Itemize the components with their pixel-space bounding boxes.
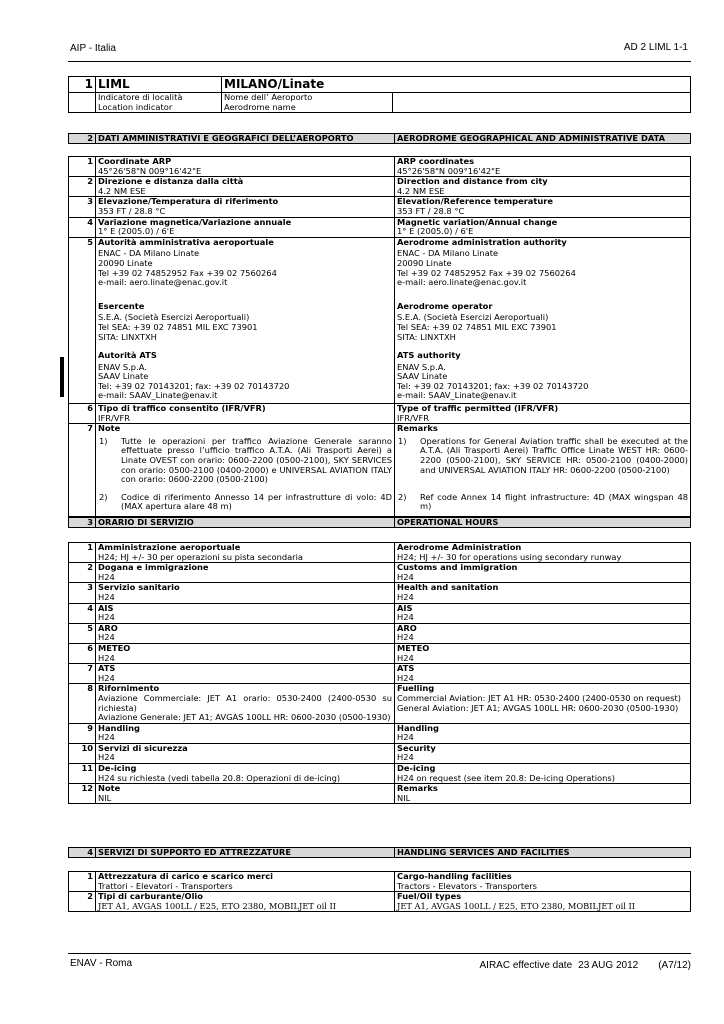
text-section2-authority-enac-3: e-mail: aero.linate@enac.gov.it bbox=[98, 277, 228, 288]
text-section3-rows-5-it_head: METEO bbox=[98, 643, 131, 653]
text-section4-rows-1-it_val: JET A1, AVGAS 100LL / E25, ETO 2380, MOBILJET oil II bbox=[98, 900, 337, 911]
section-4-title-en: HANDLING SERVICES AND FACILITIES bbox=[395, 848, 691, 858]
header-page-ref: AD 2 LIML 1-1 bbox=[623, 42, 688, 53]
text-footer-date: 23 AUG 2012 bbox=[578, 960, 639, 971]
section-2-title-it: DATI AMMINISTRATIVI E GEOGRAFICI DELL’AEROPORTO bbox=[96, 134, 395, 144]
revision-bar bbox=[60, 357, 64, 397]
text-section2-rows-1-it_head: Direzione e distanza dalla città bbox=[98, 176, 244, 187]
text-section2-rows-0-en_head: ARP coordinates bbox=[397, 156, 475, 166]
text-section2-authority-num: 5 bbox=[69, 237, 96, 403]
text-section3-rows2-1-en_head: Security bbox=[397, 743, 436, 753]
location-indicator-label bbox=[96, 93, 222, 113]
text-section2-authority-ats-2: Tel: +39 02 70143201; fax: +39 02 70143720 bbox=[98, 380, 290, 391]
location-indicator: LIML bbox=[96, 77, 222, 93]
text-section3-rows-6-it_val: H24 bbox=[98, 672, 115, 683]
footer-rule bbox=[68, 953, 691, 954]
text-section2-remarks-en_head: Remarks bbox=[397, 423, 438, 434]
text-section3-rows2-0-en_head: Handling bbox=[397, 723, 439, 733]
text-footer-airac_label: AIRAC effective date bbox=[479, 960, 573, 971]
text-section3-rows-6-num: 7 bbox=[69, 664, 96, 684]
text-section2-remarks-en_items-0-text: Operations for General Aviation traffic shall be executed at the A.T.A. (Ali Trasporti Aerei) Traffic Office Linate WEST HR: 0600-2200 (0500-2100), SKY SERVICE HR: 0500-2100 (0400-2000) and UNIVERSAL AVIATION ITALY HR: 0600-2200 (0500-2100) bbox=[420, 435, 688, 475]
header-rule bbox=[68, 61, 691, 62]
text-title-ind_en: Location indicator bbox=[98, 101, 173, 112]
section-3-title-en: OPERATIONAL HOURS bbox=[395, 518, 691, 528]
text-section3-rows-4-it_head: ARO bbox=[98, 623, 118, 633]
text-title-name_it: Nome dell’ Aeroporto bbox=[224, 92, 313, 102]
text-title-ind_it: Indicatore di località bbox=[98, 92, 183, 102]
text-section3-rows-2-en_val: H24 bbox=[397, 591, 414, 602]
text-section3-fuel-en_1: Commercial Aviation: JET A1 HR: 0530-2400 (2400-0530 on request) bbox=[397, 692, 681, 703]
text-section3-rows-4-en_head: ARO bbox=[397, 623, 417, 633]
text-section2-remarks-en_items-1-text: Ref code Annex 14 flight infrastructure: 4D (MAX wingspan 48 m) bbox=[420, 491, 688, 512]
text-section3-rows2-0-it_val: H24 bbox=[98, 732, 115, 743]
text-section2-authority-ats_en: ATS authority bbox=[397, 350, 461, 361]
text-section2-authority-enac-0: ENAC - DA Milano Linate bbox=[98, 248, 200, 259]
aerodrome-name-label bbox=[222, 93, 393, 113]
text-section2-rows-3-value: 1° E (2005.0) / 6'E bbox=[397, 226, 474, 237]
header-aip-title: AIP - Italia bbox=[70, 43, 116, 54]
text-section2-rows-2-value: 353 FT / 28.8 °C bbox=[98, 205, 166, 216]
section-number: 1 bbox=[69, 77, 96, 93]
text-section3-rows-2-en_head: Health and sanitation bbox=[397, 582, 499, 593]
text-section3-rows2-2-num: 11 bbox=[69, 764, 96, 784]
text-section3-rows-6-it_head: ATS bbox=[98, 663, 116, 674]
text-section3-rows2-3-num: 12 bbox=[69, 784, 96, 804]
text-section2-authority-ats-1: SAAV Linate bbox=[98, 371, 149, 382]
text-section3-number: 3 bbox=[69, 518, 96, 528]
text-section3-rows-0-it_head: Amministrazione aeroportuale bbox=[98, 542, 241, 552]
text-section2-rows-0-value: 45°26'58"N 009°16'42"E bbox=[98, 165, 202, 176]
text-section4-rows-0-num: 1 bbox=[69, 872, 96, 892]
footer-airac bbox=[474, 960, 692, 971]
text-section3-rows-4-en_val: H24 bbox=[397, 632, 414, 643]
text-footer-amendment: (A7/12) bbox=[658, 960, 691, 971]
text-section2-authority-sea_3: SITA: LINXTXH bbox=[397, 331, 456, 342]
text-section2-traffic-it_head: Tipo di traffico consentito (IFR/VFR) bbox=[98, 403, 266, 414]
location-table bbox=[68, 76, 691, 113]
text-section3-rows2-0-it_head: Handling bbox=[98, 723, 140, 733]
text-section2-rows-2-value: 353 FT / 28.8 °C bbox=[397, 205, 465, 216]
text-section4-rows-1-en_head: Fuel/Oil types bbox=[397, 891, 462, 902]
text-section2-rows-3-value: 1° E (2005.0) / 6'E bbox=[98, 226, 175, 237]
text-section3-rows-3-it_val: H24 bbox=[98, 612, 115, 623]
text-section2-remarks-it_items-0-n: 1) bbox=[99, 435, 108, 446]
text-section2-rows-1-en_head: Direction and distance from city bbox=[397, 176, 548, 187]
text-section2-authority-sea_it_1: S.E.A. (Società Esercizi Aeroportuali) bbox=[98, 312, 250, 323]
text-section2-rows-0-value: 45°26'58"N 009°16'42"E bbox=[397, 165, 501, 176]
text-section2-remarks-it_items-1-n: 2) bbox=[99, 491, 108, 502]
text-section2-remarks-it_items-1-text: Codice di riferimento Annesso 14 per infrastrutture di volo: 4D (MAX apertura alare 48 m) bbox=[121, 491, 392, 512]
text-section3-rows-1-en_val: H24 bbox=[397, 571, 414, 582]
section-4-header bbox=[68, 847, 691, 858]
text-section3-rows-5-en_val: H24 bbox=[397, 652, 414, 663]
text-section3-rows2-2-en_val: H24 on request (see item 20.8: De-icing Operations) bbox=[397, 772, 615, 783]
text-section2-rows-3-num: 4 bbox=[69, 217, 96, 237]
text-section2-rows-1-value: 4.2 NM ESE bbox=[397, 185, 445, 196]
section-4-table bbox=[68, 871, 691, 912]
text-section2-authority-enac-2: Tel +39 02 74852952 Fax +39 02 7560264 bbox=[98, 267, 277, 278]
text-section2-authority-enac-3: e-mail: aero.linate@enac.gov.it bbox=[397, 277, 527, 288]
text-section3-rows-6-en_val: H24 bbox=[397, 672, 414, 683]
text-section2-authority-sea_2: Tel SEA: +39 02 74851 MIL EXC 73901 bbox=[397, 321, 557, 332]
remarks-row bbox=[69, 424, 691, 517]
text-section3-rows2-3-en_head: Remarks bbox=[397, 783, 438, 794]
text-section2-remarks-en_items-1-n: 2) bbox=[398, 491, 407, 502]
text-section4-rows-0-en_head: Cargo-handling facilities bbox=[397, 871, 512, 881]
text-section3-rows-4-it_val: H24 bbox=[98, 632, 115, 643]
text-section4-rows-0-it_head: Attrezzatura di carico e scarico merci bbox=[98, 871, 273, 881]
text-section4-rows-0-en_val: Tractors - Elevators - Transporters bbox=[397, 880, 537, 891]
text-section3-rows-1-num: 2 bbox=[69, 563, 96, 583]
text-section2-rows-0-it_head: Coordinate ARP bbox=[98, 156, 172, 166]
text-section4-number: 4 bbox=[69, 848, 96, 858]
text-section3-rows-1-en_head: Customs and immigration bbox=[397, 562, 518, 573]
text-section3-rows2-0-num: 9 bbox=[69, 723, 96, 743]
text-section3-rows-5-num: 6 bbox=[69, 643, 96, 663]
section-2-table bbox=[68, 156, 691, 517]
text-section3-rows-2-num: 3 bbox=[69, 583, 96, 603]
section-2-title-en: AERODROME GEOGRAPHICAL AND ADMINISTRATIVE DATA bbox=[395, 134, 691, 144]
text-section3-rows-0-en_head: Aerodrome Administration bbox=[397, 542, 522, 552]
aerodrome-name: MILANO/Linate bbox=[222, 77, 691, 93]
text-section2-rows-2-it_head: Elevazione/Temperatura di riferimento bbox=[98, 196, 279, 207]
text-section3-fuel-it_head: Rifornimento bbox=[98, 683, 160, 694]
text-section3-rows2-3-it_head: Note bbox=[98, 783, 121, 794]
text-section2-remarks-it_head: Note bbox=[98, 423, 121, 434]
text-section3-rows2-0-en_val: H24 bbox=[397, 732, 414, 743]
text-section2-authority-en_head: Aerodrome administration authority bbox=[397, 237, 567, 247]
text-section3-fuel-it_2: Aviazione Generale: JET A1; AVGAS 100LL HR: 0600-2030 (0500-1930) bbox=[98, 712, 391, 723]
text-section3-rows2-1-it_val: H24 bbox=[98, 752, 115, 763]
text-section2-authority-enac-1: 20090 Linate bbox=[98, 257, 153, 268]
text-section2-authority-ats-0: ENAV S.p.A. bbox=[98, 361, 147, 372]
text-section2-authority-ats_it: Autorità ATS bbox=[98, 350, 157, 361]
text-section3-rows-0-num: 1 bbox=[69, 543, 96, 563]
section-4-title-it: SERVIZI DI SUPPORTO ED ATTREZZATURE bbox=[96, 848, 395, 858]
text-section2-remarks-num: 7 bbox=[69, 424, 96, 517]
text-section3-rows-5-en_head: METEO bbox=[397, 643, 430, 653]
text-section3-fuel-en_2: General Aviation: JET A1; AVGAS 100LL HR: 0600-2030 (0500-1930) bbox=[397, 702, 679, 713]
text-section2-rows-3-it_head: Variazione magnetica/Variazione annuale bbox=[98, 217, 292, 227]
text-section2-traffic-en_head: Type of traffic permitted (IFR/VFR) bbox=[397, 403, 559, 414]
text-section2-authority-enac-2: Tel +39 02 74852952 Fax +39 02 7560264 bbox=[397, 267, 576, 278]
text-section3-rows2-1-num: 10 bbox=[69, 743, 96, 763]
text-section2-authority-enac-1: 20090 Linate bbox=[397, 257, 452, 268]
section-3-title-it: ORARIO DI SERVIZIO bbox=[96, 518, 395, 528]
text-section3-rows-6-en_head: ATS bbox=[397, 663, 415, 674]
text-section2-authority-ats-3: e-mail: SAAV_Linate@enav.it bbox=[397, 390, 517, 401]
text-section2-authority-sea_3: SITA: LINXTXH bbox=[98, 331, 157, 342]
section-3-header bbox=[68, 517, 691, 528]
text-section3-fuel-en_head: Fuelling bbox=[397, 683, 435, 694]
text-section2-number: 2 bbox=[69, 134, 96, 144]
text-section2-rows-1-value: 4.2 NM ESE bbox=[98, 185, 146, 196]
text-section3-fuel-it_1: Aviazione Commerciale: JET A1 orario: 0530-2400 (2400-0530 su richiesta) bbox=[98, 692, 392, 713]
text-section4-rows-1-num: 2 bbox=[69, 892, 96, 912]
text-section3-fuel-num: 8 bbox=[69, 684, 96, 723]
text-section2-rows-2-en_head: Elevation/Reference temperature bbox=[397, 196, 553, 207]
text-section2-remarks-it_items-0-text: Tutte le operazioni per traffico Aviazione Generale saranno effettuate presso l’ufficio traffico A.T.A. (Ali Trasporti Aerei) a Linate OVEST con orario: 0600-2200 (0500-2100), SKY SERVICES con orario: 0500-2100 (0400-2000) e UNIVERSAL AVIATION ITALY con orario: 0600-2200 (0500-2100) bbox=[121, 435, 392, 485]
text-section2-authority-op_en: Aerodrome operator bbox=[397, 300, 493, 311]
text-section2-rows-3-en_head: Magnetic variation/Annual change bbox=[397, 217, 558, 227]
text-section2-authority-op_it: Esercente bbox=[98, 300, 145, 311]
text-section4-rows-1-en_val: JET A1, AVGAS 100LL / E25, ETO 2380, MOBILJET oil II bbox=[397, 900, 636, 911]
text-section3-rows-2-it_head: Servizio sanitario bbox=[98, 582, 180, 593]
text-section2-authority-ats-0: ENAV S.p.A. bbox=[397, 361, 446, 372]
authority-row bbox=[69, 237, 691, 403]
text-section3-rows-3-it_head: AIS bbox=[98, 603, 114, 613]
text-section3-rows-3-en_head: AIS bbox=[397, 603, 413, 613]
text-section2-authority-ats-1: SAAV Linate bbox=[397, 371, 448, 382]
text-section3-rows2-3-en_val: NIL bbox=[397, 792, 411, 803]
text-section2-authority-enac-0: ENAC - DA Milano Linate bbox=[397, 248, 499, 259]
text-section2-authority-sea_it_1: S.E.A. (Società Esercizi Aeroportuali) bbox=[397, 312, 549, 323]
text-section3-rows-3-en_val: H24 bbox=[397, 612, 414, 623]
text-section2-remarks-en_items-0-n: 1) bbox=[398, 435, 407, 446]
text-section3-rows2-1-en_val: H24 bbox=[397, 752, 414, 763]
text-section3-rows-1-it_head: Dogana e immigrazione bbox=[98, 562, 209, 573]
text-section2-authority-it_head: Autorità amministrativa aeroportuale bbox=[98, 237, 274, 247]
text-section2-traffic-value: IFR/VFR bbox=[98, 412, 130, 423]
section-3-table bbox=[68, 542, 691, 804]
text-title-name_en: Aerodrome name bbox=[224, 101, 296, 112]
text-section3-rows-2-it_val: H24 bbox=[98, 591, 115, 602]
text-section3-rows-5-it_val: H24 bbox=[98, 652, 115, 663]
text-section2-traffic-num: 6 bbox=[69, 404, 96, 424]
text-section4-rows-1-it_head: Tipi di carburante/Olio bbox=[98, 891, 203, 902]
section-2-header bbox=[68, 133, 691, 144]
text-section3-rows-3-num: 4 bbox=[69, 603, 96, 623]
text-section2-rows-0-num: 1 bbox=[69, 157, 96, 177]
text-section2-authority-sea_2: Tel SEA: +39 02 74851 MIL EXC 73901 bbox=[98, 321, 258, 332]
text-section3-rows-4-num: 5 bbox=[69, 623, 96, 643]
text-section3-rows2-3-it_val: NIL bbox=[98, 792, 112, 803]
text-section3-rows2-2-it_val: H24 su richiesta (vedi tabella 20.8: Operazioni di de-icing) bbox=[98, 772, 341, 783]
text-section2-rows-2-num: 3 bbox=[69, 197, 96, 217]
text-section3-rows2-2-it_head: De-icing bbox=[98, 763, 137, 774]
text-section3-rows2-1-it_head: Servizi di sicurezza bbox=[98, 743, 188, 753]
text-section4-rows-0-it_val: Trattori - Elevatori - Transporters bbox=[98, 880, 233, 891]
text-section2-rows-1-num: 2 bbox=[69, 177, 96, 197]
text-section3-rows2-2-en_head: De-icing bbox=[397, 763, 436, 774]
text-section3-rows-1-it_val: H24 bbox=[98, 571, 115, 582]
text-section2-traffic-value: IFR/VFR bbox=[397, 412, 429, 423]
text-section3-rows-0-en_val: H24; HJ +/- 30 for operations using secondary runway bbox=[397, 551, 622, 562]
text-section2-authority-ats-2: Tel: +39 02 70143201; fax: +39 02 70143720 bbox=[397, 380, 589, 391]
text-section2-authority-ats-3: e-mail: SAAV_Linate@enav.it bbox=[98, 390, 218, 401]
text-section3-rows-0-it_val: H24; HJ +/- 30 per operazioni su pista secondaria bbox=[98, 551, 303, 562]
footer-publisher: ENAV - Roma bbox=[70, 958, 133, 969]
